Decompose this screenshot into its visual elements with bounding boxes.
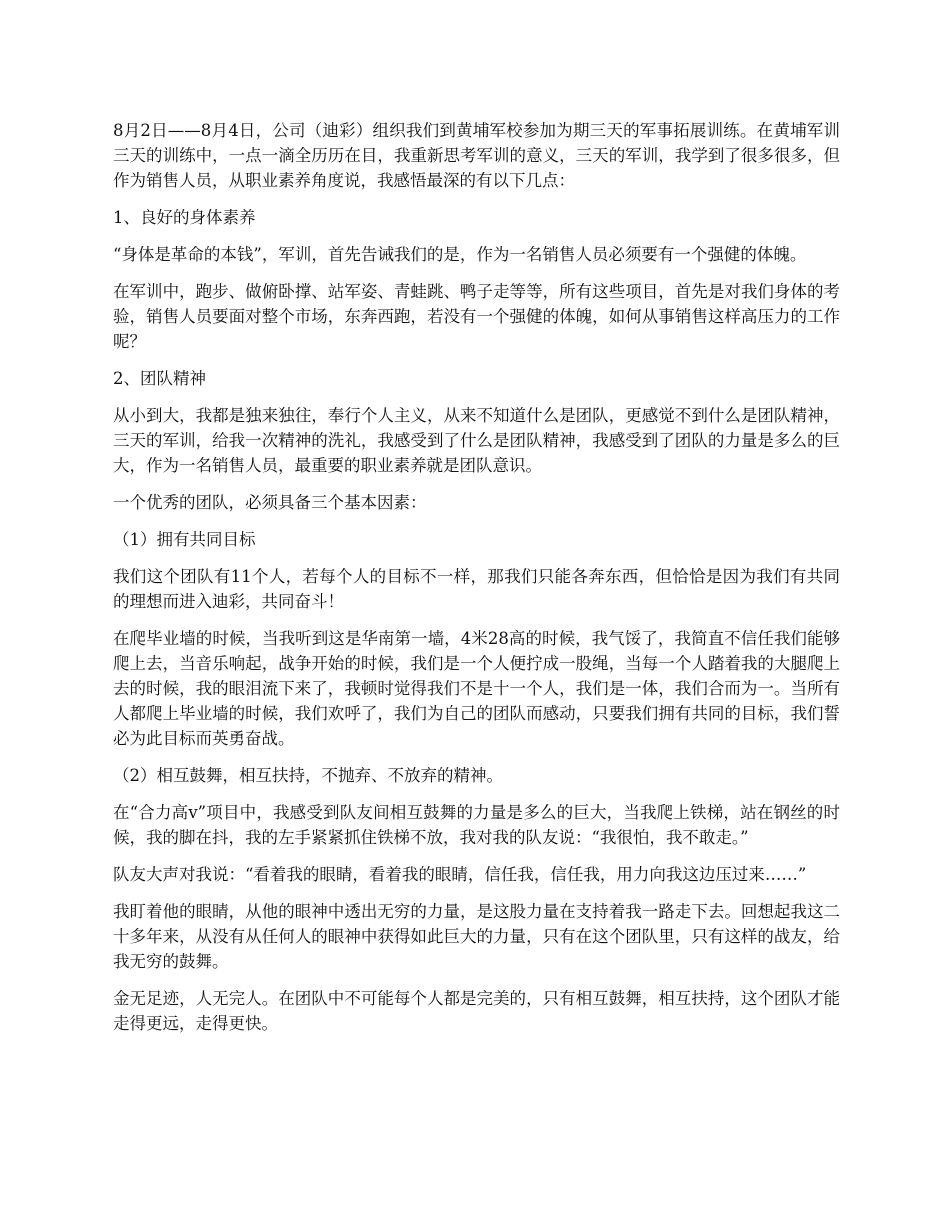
paragraph: 在爬毕业墙的时候，当我听到这是华南第一墙，4米28高的时候，我气馁了，我简直不信任我们能够爬上去，当音乐响起，战争开始的时候，我们是一个人便拧成一股绳，当每一个人踏着我的大腿爬上去的时候，我的眼泪流下来了，我顿时觉得我们不是十一个人，我们是一体，我们合而为一。当所有人都爬上毕业墙的时候，我们欢呼了，我们为自己的团队而感动，只要我们拥有共同的目标，我们誓必为此目标而英勇奋战。 bbox=[113, 629, 840, 748]
section-heading-physical: 1、良好的身体素养 bbox=[113, 208, 256, 227]
paragraph: 在军训中，跑步、做俯卧撑、站军姿、青蛙跳、鸭子走等等，所有这些项目，首先是对我们身体的考验，销售人员要面对整个市场，东奔西跑，若没有一个强健的体魄，如何从事销售这样高压力的工作呢？ bbox=[113, 282, 840, 351]
paragraph: 从小到大，我都是独来独往，奉行个人主义，从来不知道什么是团队，更感觉不到什么是团队精神，三天的军训，给我一次精神的洗礼，我感受到了什么是团队精神，我感受到了团队的力量是多么的巨大，作为一名销售人员，最重要的职业素养就是团队意识。 bbox=[113, 406, 840, 475]
paragraph: “身体是革命的本钱”，军训，首先告诫我们的是，作为一名销售人员必须要有一个强健的体魄。 bbox=[113, 245, 807, 264]
paragraph: 一个优秀的团队，必须具备三个基本因素： bbox=[113, 493, 427, 512]
subheading-mutual-support: （2）相互鼓舞，相互扶持，不抛弃、不放弃的精神。 bbox=[113, 766, 503, 785]
paragraph: 队友大声对我说：“看着我的眼睛，看着我的眼睛，信任我，信任我，用力向我这边压过来……” bbox=[113, 865, 807, 884]
subheading-common-goal: （1）拥有共同目标 bbox=[113, 530, 256, 549]
document-body bbox=[113, 118, 840, 1048]
paragraph: 在“合力高v”项目中，我感受到队友间相互鼓舞的力量是多么的巨大，当我爬上铁梯，站在钢丝的时候，我的脚在抖，我的左手紧紧抓住铁梯不放，我对我的队友说：“我很怕，我不敢走。” bbox=[113, 803, 840, 847]
paragraph: 金无足迹，人无完人。在团队中不可能每个人都是完美的，只有相互鼓舞，相互扶持，这个团队才能走得更远，走得更快。 bbox=[113, 989, 840, 1033]
section-heading-team: 2、团队精神 bbox=[113, 369, 206, 388]
paragraph: 我们这个团队有11个人，若每个人的目标不一样，那我们只能各奔东西，但恰恰是因为我们有共同的理想而进入迪彩，共同奋斗！ bbox=[113, 567, 840, 611]
intro-paragraph: 8月2日——8月4日，公司（迪彩）组织我们到黄埔军校参加为期三天的军事拓展训练。在黄埔军训三天的训练中，一点一滴全历历在目，我重新思考军训的意义，三天的军训，我学到了很多很多，但作为销售人员，从职业素养角度说，我感悟最深的有以下几点： bbox=[113, 121, 840, 190]
paragraph: 我盯着他的眼睛，从他的眼神中透出无穷的力量，是这股力量在支持着我一路走下去。回想起我这二十多年来，从没有从任何人的眼神中获得如此巨大的力量，只有在这个团队里，只有这样的战友，给我无穷的鼓舞。 bbox=[113, 902, 840, 971]
